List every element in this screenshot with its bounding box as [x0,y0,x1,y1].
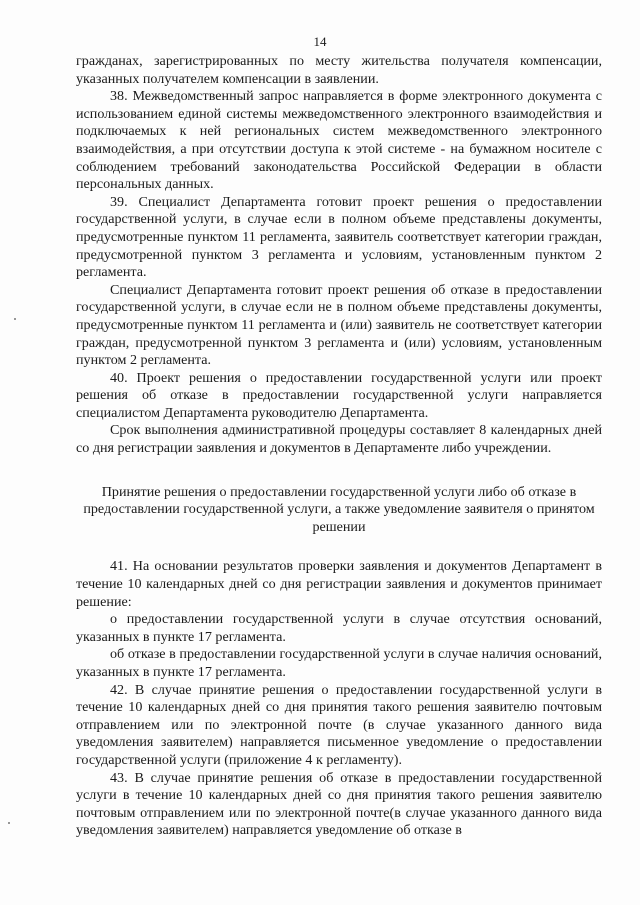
paragraph-41: 41. На основании результатов проверки заявления и документов Департамент в течение 10 календарных дней со дня регистрации заявления и документов принимает решение: [76,558,602,610]
document-body [76,53,602,840]
paragraph-39: 39. Специалист Департамента готовит проект решения о предоставлении государственной услуги, в случае если в полном объеме представлены документы, предусмотренные пунктом 11 регламента, заявитель соответствует категории граждан, предусмотренной пунктом 3 регламента и условиям, установленным пунктом 2 регламента. [76,193,602,281]
paragraph-42: 42. В случае принятие решения о предоставлении государственной услуги в течение 10 календарных дней со дня принятия такого решения заявителю почтовым отправлением или по электронной почте (в случае указанного данного вида уведомления заявителем) направляется письменное уведомление о предоставлении государственной услуги (приложение 4 к регламенту). [76,681,602,768]
section-heading: Принятие решения о предоставлении государственной услуги либо об отказе в предоставлении государственной услуги, а также уведомление заявителя о принятом решении [83,483,595,535]
page-number: 14 [313,34,327,49]
scan-speck [8,822,10,824]
spacer [76,536,602,558]
paragraph-41-refuse: об отказе в предоставлении государственной услуги в случае наличия оснований, указанных в пункте 17 регламента. [76,646,602,680]
paragraph-39-refusal: Специалист Департамента готовит проект решения об отказе в предоставлении государственной услуги, в случае если не в полном объеме представлены документы, предусмотренные пунктом 11 регламента и (или) заявитель не соответствует категории граждан, предусмотренной пунктом 3 регламента и (или) условиям, установленным пунктом 2 регламента. [76,281,602,369]
spacer [76,458,602,484]
paragraph-continuation: гражданах, зарегистрированных по месту жительства получателя компенсации, указанных получателем компенсации в заявлении. [76,53,602,87]
paragraph-41-grant: о предоставлении государственной услуги в случае отсутствия оснований, указанных в пункте 17 регламента. [76,611,602,645]
paragraph-deadline: Срок выполнения административной процедуры составляет 8 календарных дней со дня регистрации заявления и документов в Департаменте либо учреждении. [76,422,602,457]
scan-speck [14,318,16,320]
paragraph-38: 38. Межведомственный запрос направляется в форме электронного документа с использованием единой системы межведомственного электронного взаимодействия и подключаемых к ней региональных систем межведомственного электронного взаимодействия, а при отсутствии доступа к этой системе - на бумажном носителе с соблюдением требований законодательства Российской Федерации в области персональных данных. [76,88,602,193]
paragraph-40: 40. Проект решения о предоставлении государственной услуги или проект решения об отказе в предоставлении государственной услуги направляется специалистом Департамента руководителю Департамента. [76,369,602,421]
paragraph-43: 43. В случае принятие решения об отказе в предоставлении государственной услуги в течение 10 календарных дней со дня принятия такого решения заявителю почтовым отправлением или по электронной почте(в случае указанного данного вида уведомления заявителем) направляется уведомление об отказе в [76,769,602,839]
